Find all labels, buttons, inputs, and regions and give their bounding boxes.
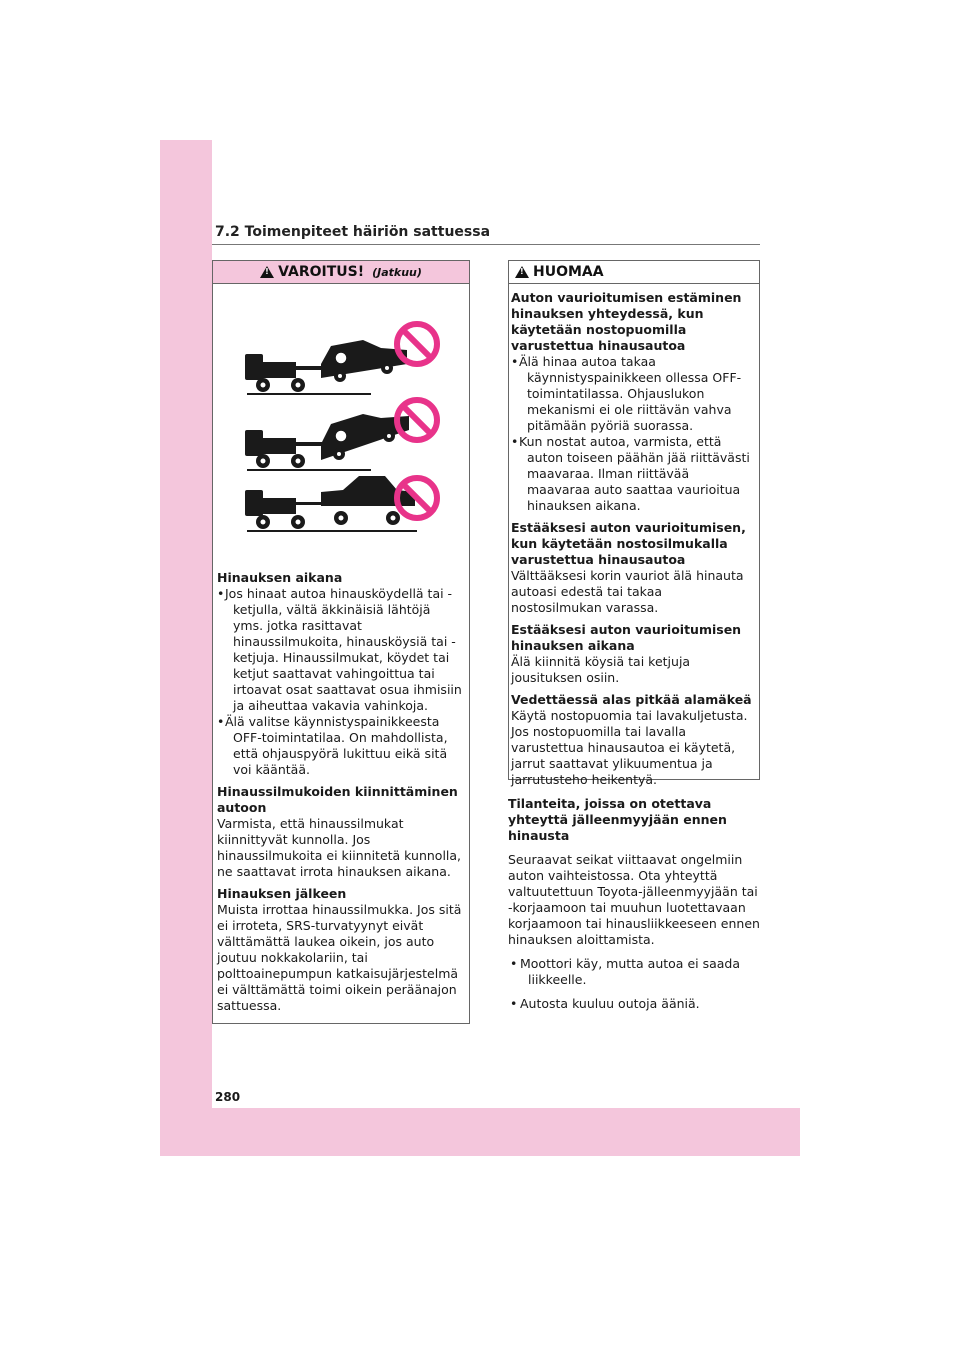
warning-continued: (Jatkuu) — [372, 265, 422, 279]
tow-truck-rope-icon — [245, 476, 417, 532]
warning-triangle-icon — [260, 266, 274, 278]
dealer-contact-section — [508, 796, 760, 1020]
prohibited-icon — [397, 324, 437, 364]
bottom-color-strip — [160, 1108, 800, 1156]
header-rule — [212, 244, 760, 245]
notice-heading-sling: Estääksesi auton vaurioitumisen, kun käytetään nostosilmukalla varustettua hinausautoa — [511, 520, 746, 567]
warning-content — [213, 564, 469, 1014]
notice-box — [508, 260, 760, 787]
towing-illustrations — [213, 284, 469, 564]
notice-heading-lift: Auton vaurioitumisen estäminen hinauksen yhteydessä, kun käytetään nostopuomilla varustettua hinausautoa — [511, 290, 742, 353]
warning-heading-after: Hinauksen jälkeen — [217, 886, 347, 901]
warning-paragraph-after: Muista irrottaa hinaussilmukka. Jos sitä ei irroteta, SRS-turvatyynyt eivät välttämättä laukea oikein, jos auto joutuu nokkakolariin, tai polttoainepumpun katkaisujärjestelmä ei välttämättä toimi oikein peräänajon sattuessa. — [217, 902, 462, 1013]
page-number: 280 — [215, 1090, 241, 1104]
notice-heading-during: Estääksesi auton vaurioitumisen hinauksen aikana — [511, 622, 742, 653]
list-item: • Moottori käy, mutta autoa ei saada liikkeelle. — [508, 956, 760, 988]
warning-title: VAROITUS! — [278, 264, 365, 280]
notice-paragraph-downhill: Käytä nostopuomia tai lavakuljetusta. Jos nostopuomilla tai lavalla varustettua hinausautoa ei käytetä, jarrut saattavat ylikuumentua ja jarrutusteho heikentyä. — [511, 708, 748, 787]
section-header: 7.2 Toimenpiteet häiriön sattuessa — [215, 224, 491, 240]
warning-box — [212, 260, 470, 1024]
dealer-heading: Tilanteita, joissa on otettava yhteyttä jälleenmyyjään ennen hinausta — [508, 796, 727, 843]
list-item: • Jos hinaat autoa hinausköydellä tai -ketjulla, vältä äkkinäisiä lähtöjä yms. jotka rasittavat hinaussilmukoita, hinausköysiä tai -ketjuja. Hinaussilmukat, köydet tai ketjut saattavat vahingoittua tai irtoavat osat saattavat osua ihmisiin ja aiheuttaa vakavia vahinkoja. — [217, 586, 463, 714]
list-item: • Kun nostat autoa, varmista, että auton toiseen päähän jää riittävästi maavaraa. Ilman riittävää maavaraa auto saattaa vaurioitua hinauksen aikana. — [511, 434, 755, 514]
dealer-intro: Seuraavat seikat viittaavat ongelmiin auton vaihteistossa. Ota yhteyttä valtuutettuun Toyota-jälleenmyyjään tai -korjaamoon tai muuhun luotettavaan korjaamoon tai hinausliikkeeseen ennen hinauksen aloittamista. — [508, 852, 760, 947]
tow-truck-lift-icon — [245, 340, 407, 395]
notice-paragraph-during: Älä kiinnitä köysiä tai ketjuja jousituksen osiin. — [511, 654, 691, 685]
warning-heading-towing: Hinauksen aikana — [217, 570, 343, 585]
warning-header — [213, 261, 469, 284]
caution-triangle-icon — [515, 266, 529, 278]
dealer-list — [508, 956, 760, 1012]
notice-header — [509, 261, 759, 284]
list-item: • Autosta kuuluu outoja ääniä. — [508, 996, 760, 1012]
warning-heading-attach: Hinaussilmukoiden kiinnittäminen autoon — [217, 784, 458, 815]
warning-paragraph-attach: Varmista, että hinaussilmukat kiinnittyvät kunnolla. Jos hinaussilmukoita ei kiinnitetä kunnolla, ne saattavat irrota hinauksen aikana. — [217, 816, 462, 879]
warning-list — [217, 586, 463, 778]
list-item: • Älä valitse käynnistyspainikkeesta OFF-toimintatilaa. On mahdollista, että ohjauspyörä lukittuu eikä sitä voi kääntää. — [217, 714, 463, 778]
notice-heading-downhill: Vedettäessä alas pitkää alamäkeä — [511, 692, 752, 707]
tow-truck-sling-icon — [245, 414, 409, 471]
side-color-strip — [160, 140, 212, 1156]
list-item: • Älä hinaa autoa takaa käynnistyspainikkeen ollessa OFF-toimintatilassa. Ohjauslukon mekanismi ei ole riittävän vahva pitämään pyöriä suorassa. — [511, 354, 755, 434]
notice-list — [511, 354, 755, 514]
notice-title: HUOMAA — [533, 264, 604, 280]
notice-paragraph-sling: Välttääksesi korin vauriot älä hinauta autoasi edestä tai takaa nostosilmukan varassa. — [511, 568, 744, 615]
notice-content — [509, 284, 759, 788]
